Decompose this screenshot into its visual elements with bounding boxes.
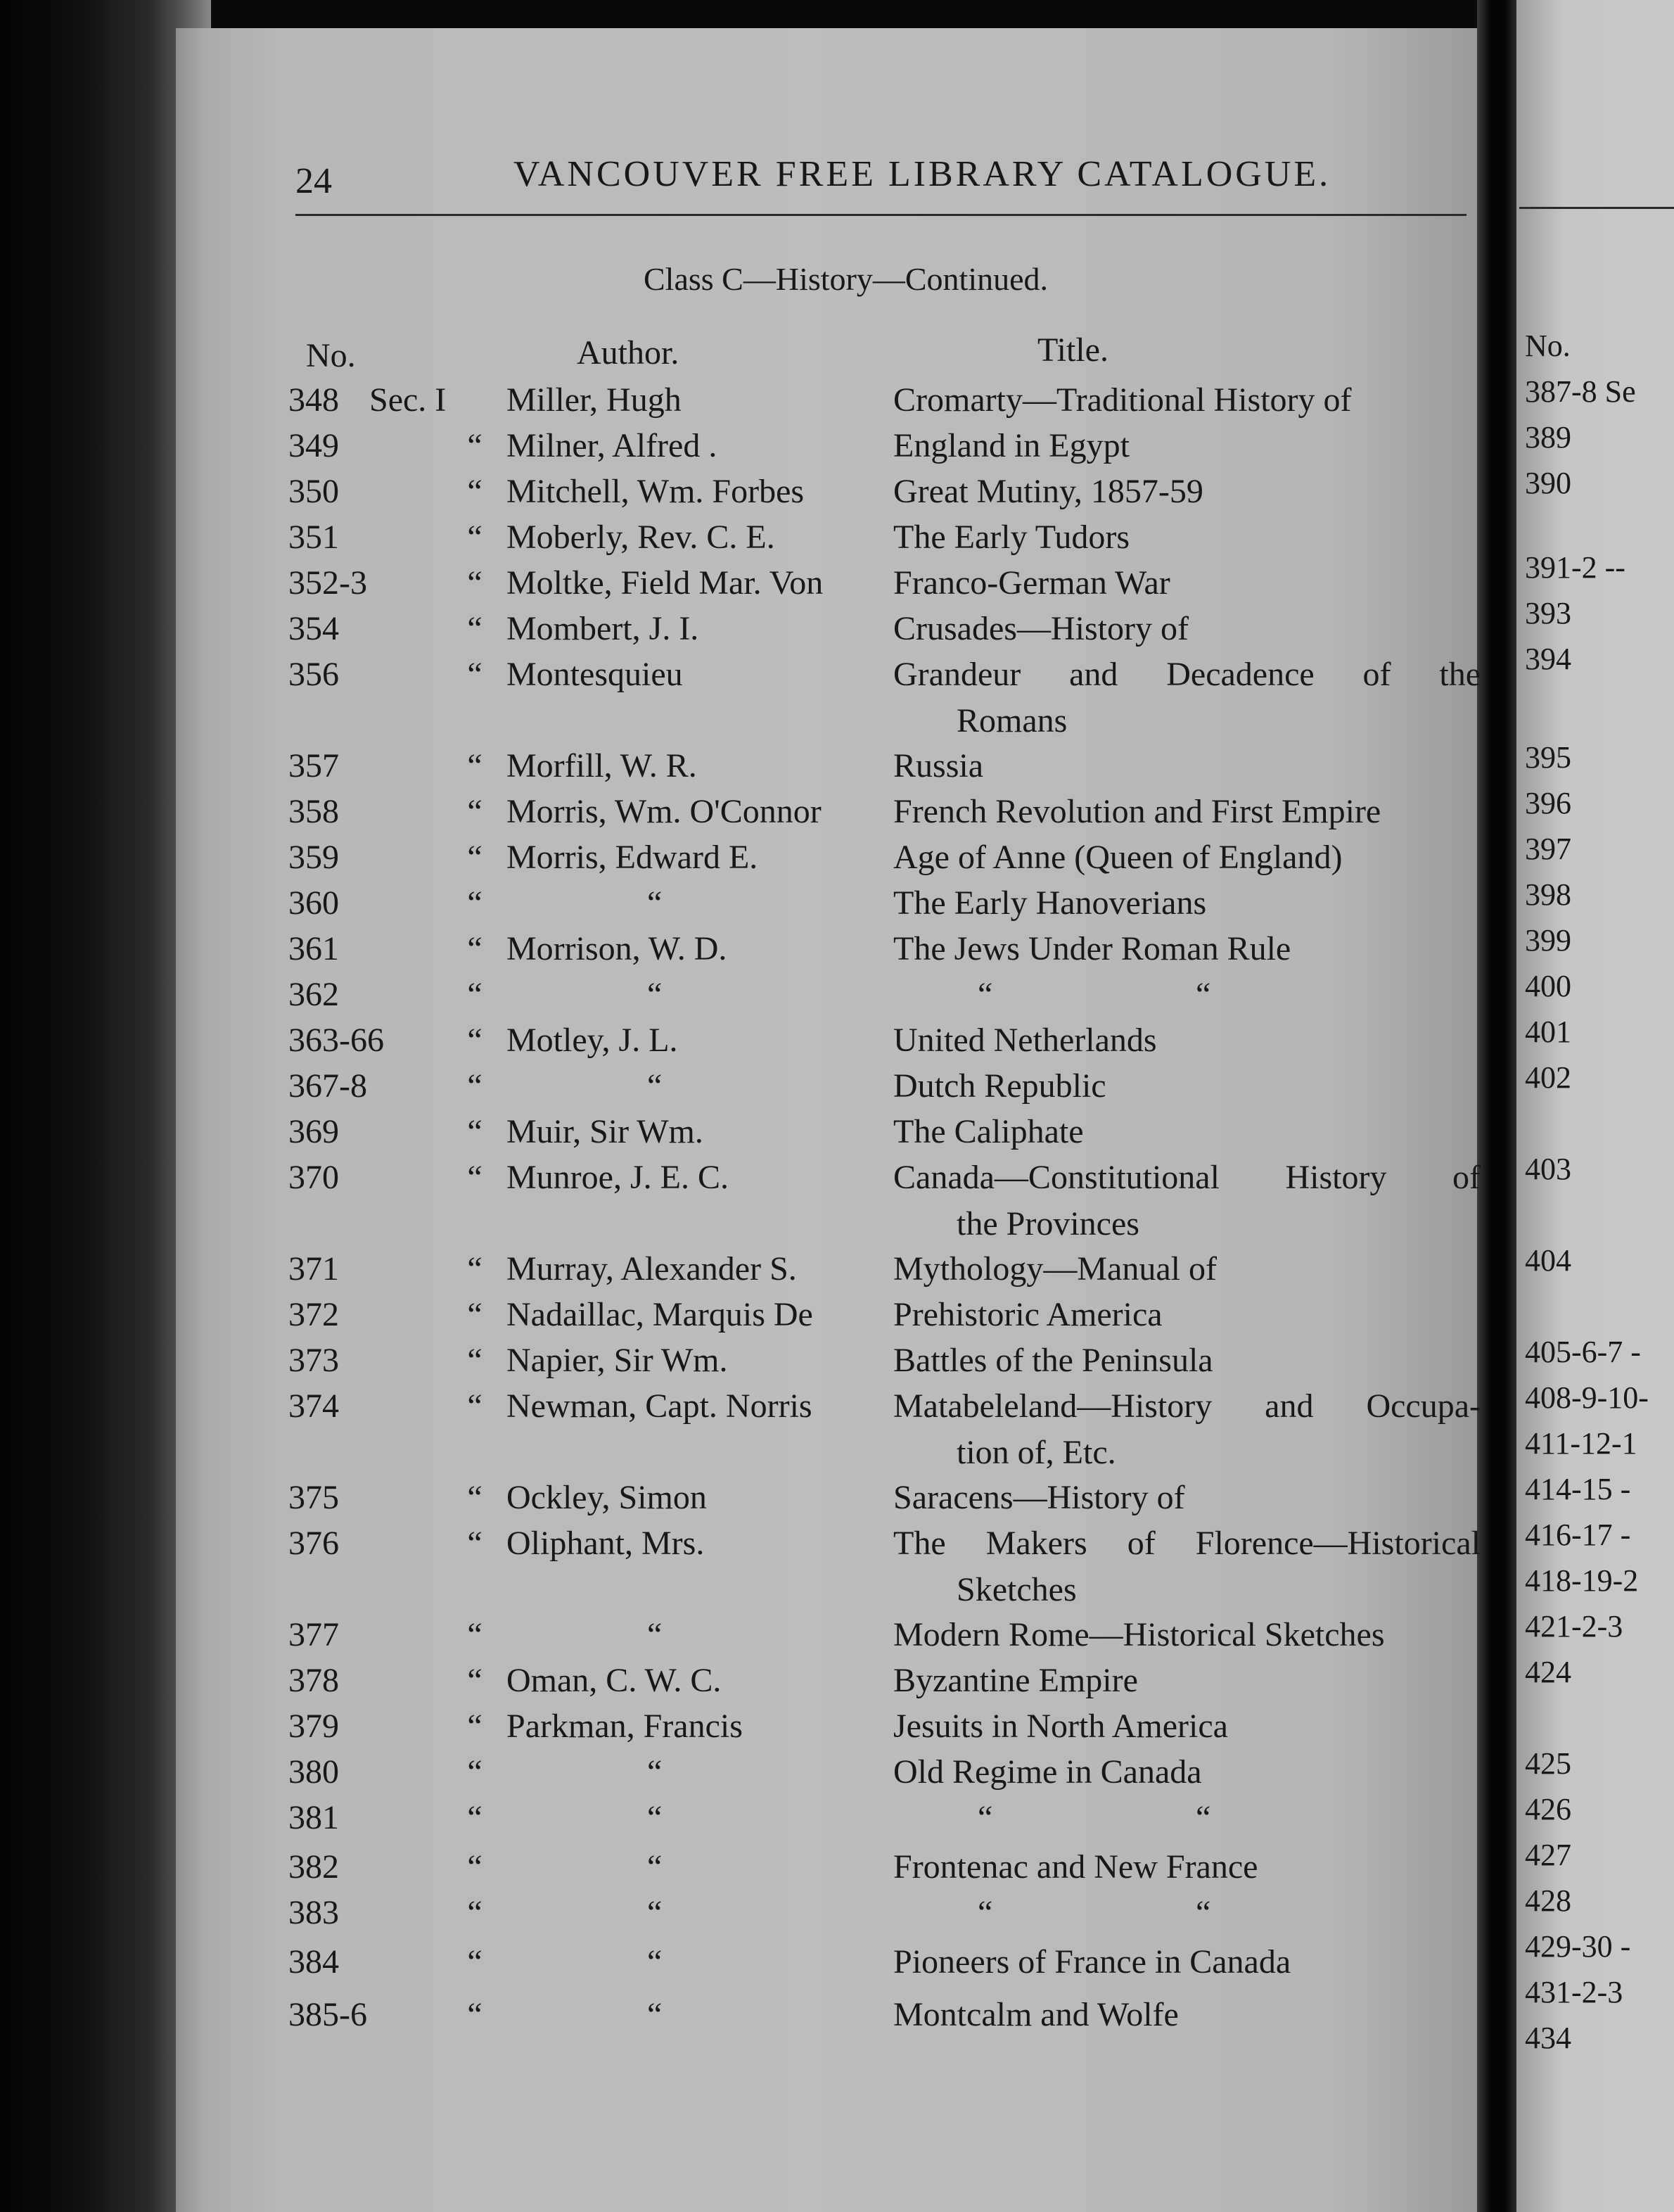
- facing-entry-number: 404: [1525, 1243, 1571, 1278]
- entry-number: 348: [288, 381, 339, 419]
- section-ditto: “: [467, 656, 483, 693]
- entry-title: Modern Rome—Historical Sketches: [893, 1616, 1385, 1653]
- section-ditto: “: [467, 747, 483, 784]
- facing-entry-number: 414-15 -: [1525, 1472, 1631, 1506]
- entry-number: 354: [288, 610, 339, 647]
- facing-entry-number: 401: [1525, 1015, 1571, 1049]
- section-label: Sec. I: [369, 381, 447, 419]
- entry-number: 367-8: [288, 1067, 367, 1105]
- column-header-title: Title.: [1037, 331, 1108, 369]
- facing-entry-number: 397: [1525, 832, 1571, 866]
- entry-author: “: [647, 1799, 663, 1836]
- entry-number: 374: [288, 1387, 339, 1425]
- entry-title: Byzantine Empire: [893, 1662, 1138, 1699]
- section-ditto: “: [467, 1616, 483, 1653]
- entry-author: Morris, Edward E.: [506, 839, 758, 876]
- section-ditto: “: [467, 564, 483, 602]
- column-header-no: No.: [306, 337, 356, 374]
- section-ditto: “: [467, 473, 483, 510]
- title-word: Grandeur: [893, 656, 1021, 693]
- entry-title: Russia: [893, 747, 984, 784]
- entry-title: Prehistoric America: [893, 1296, 1163, 1333]
- entry-author: Oman, C. W. C.: [506, 1662, 722, 1699]
- section-ditto: “: [467, 1067, 483, 1105]
- entry-number: 360: [288, 884, 339, 922]
- entry-title: Dutch Republic: [893, 1067, 1106, 1105]
- entry-author: “: [647, 976, 663, 1013]
- entry-author: Newman, Capt. Norris: [506, 1387, 812, 1425]
- title-word: of: [1452, 1159, 1481, 1196]
- facing-entry-number: 431-2-3: [1525, 1975, 1623, 2009]
- title-word: History: [1285, 1159, 1387, 1196]
- title-word: of: [1127, 1525, 1156, 1562]
- entry-title: Age of Anne (Queen of England): [893, 839, 1343, 876]
- entry-title-ditto: “: [1196, 976, 1211, 1013]
- entry-number: 363-66: [288, 1022, 384, 1059]
- section-ditto: “: [467, 519, 483, 556]
- entry-title: The Jews Under Roman Rule: [893, 930, 1291, 967]
- entry-author: “: [647, 1943, 663, 1981]
- page-number: 24: [295, 161, 332, 201]
- facing-entry-number: 399: [1525, 923, 1571, 958]
- entry-author: Mombert, J. I.: [506, 610, 699, 647]
- facing-header-rule: [1519, 207, 1674, 209]
- facing-entry-number: 408-9-10-: [1525, 1380, 1649, 1415]
- section-ditto: “: [467, 1894, 483, 1931]
- section-ditto: “: [467, 1250, 483, 1288]
- facing-entry-number: 425: [1525, 1746, 1571, 1781]
- entry-title: [893, 1161, 1481, 1195]
- entry-title: [893, 658, 1481, 692]
- entry-author: Morrison, W. D.: [506, 930, 727, 967]
- entry-author: Oliphant, Mrs.: [506, 1525, 705, 1562]
- class-heading: Class C—History—Continued.: [644, 261, 1049, 297]
- entry-title: United Netherlands: [893, 1022, 1157, 1059]
- section-ditto: “: [467, 1708, 483, 1745]
- entry-number: 372: [288, 1296, 339, 1333]
- entry-author: “: [647, 1067, 663, 1105]
- title-word: the: [1439, 656, 1481, 693]
- facing-entry-number: 393: [1525, 596, 1571, 630]
- entry-title-ditto: “: [1196, 1799, 1211, 1836]
- facing-entry-number: 389: [1525, 420, 1571, 455]
- title-word: The: [893, 1525, 946, 1562]
- entry-number: 358: [288, 793, 339, 830]
- entry-author: Parkman, Francis: [506, 1708, 743, 1745]
- entry-title: Franco-German War: [893, 564, 1170, 602]
- section-ditto: “: [467, 1113, 483, 1150]
- facing-entry-number: 426: [1525, 1792, 1571, 1826]
- section-ditto: “: [467, 976, 483, 1013]
- facing-entry-number: 405-6-7 -: [1525, 1335, 1641, 1369]
- facing-entry-number: 403: [1525, 1152, 1571, 1186]
- entry-author: “: [647, 1848, 663, 1886]
- title-word: of: [1362, 656, 1391, 693]
- entry-title: Jesuits in North America: [893, 1708, 1228, 1745]
- section-ditto: “: [467, 610, 483, 647]
- title-word: Matabeleland—History: [893, 1387, 1213, 1425]
- entry-author: Nadaillac, Marquis De: [506, 1296, 813, 1333]
- entry-number: 382: [288, 1848, 339, 1886]
- entry-number: 369: [288, 1113, 339, 1150]
- facing-entry-number: 395: [1525, 740, 1571, 775]
- facing-entry-number: 394: [1525, 642, 1571, 676]
- entry-author: “: [647, 1894, 663, 1931]
- facing-column-header: No.: [1525, 329, 1571, 363]
- entry-author: Munroe, J. E. C.: [506, 1159, 729, 1196]
- section-ditto: “: [467, 1159, 483, 1196]
- entry-author: Napier, Sir Wm.: [506, 1342, 728, 1379]
- entry-author: Morfill, W. R.: [506, 747, 697, 784]
- entry-title: Battles of the Peninsula: [893, 1342, 1213, 1379]
- facing-entry-number: 428: [1525, 1883, 1571, 1918]
- entry-number: 385-6: [288, 1996, 367, 2033]
- section-ditto: “: [467, 1296, 483, 1333]
- entry-title-continuation: Sketches: [957, 1571, 1077, 1608]
- entry-title-ditto: “: [1196, 1894, 1211, 1931]
- entry-title-continuation: the Provinces: [957, 1205, 1139, 1242]
- section-ditto: “: [467, 884, 483, 922]
- entry-title: The Early Tudors: [893, 519, 1130, 556]
- entry-number: 356: [288, 656, 339, 693]
- section-ditto: “: [467, 1799, 483, 1836]
- title-word: Decadence: [1166, 656, 1315, 693]
- section-ditto: “: [467, 930, 483, 967]
- entry-title: “: [978, 976, 993, 1013]
- entry-number: 362: [288, 976, 339, 1013]
- facing-entry-number: 398: [1525, 877, 1571, 912]
- section-ditto: “: [467, 1022, 483, 1059]
- entry-author: “: [647, 884, 663, 922]
- entry-number: 351: [288, 519, 339, 556]
- title-word: Florence—Historical: [1195, 1525, 1481, 1562]
- entry-title: Pioneers of France in Canada: [893, 1943, 1291, 1981]
- entry-title: Great Mutiny, 1857-59: [893, 473, 1203, 510]
- facing-entry-number: 427: [1525, 1838, 1571, 1872]
- section-ditto: “: [467, 1943, 483, 1981]
- section-ditto: “: [467, 1996, 483, 2033]
- entry-number: 378: [288, 1662, 339, 1699]
- entry-number: 381: [288, 1799, 339, 1836]
- entry-author: Motley, J. L.: [506, 1022, 678, 1059]
- facing-entry-number: 429-30 -: [1525, 1929, 1631, 1964]
- entry-author: Muir, Sir Wm.: [506, 1113, 703, 1150]
- entry-author: “: [647, 1996, 663, 2033]
- running-header: VANCOUVER FREE LIBRARY CATALOGUE.: [513, 154, 1331, 194]
- facing-entry-number: 411-12-1: [1525, 1426, 1637, 1461]
- entry-title-continuation: tion of, Etc.: [957, 1434, 1116, 1471]
- facing-entry-number: 391-2 --: [1525, 550, 1625, 585]
- entry-author: Moberly, Rev. C. E.: [506, 519, 775, 556]
- facing-entry-number: 402: [1525, 1060, 1571, 1095]
- entry-number: 370: [288, 1159, 339, 1196]
- entry-number: 379: [288, 1708, 339, 1745]
- title-word: Canada—Constitutional: [893, 1159, 1220, 1196]
- section-ditto: “: [467, 1848, 483, 1886]
- entry-number: 349: [288, 427, 339, 464]
- entry-title: French Revolution and First Empire: [893, 793, 1381, 830]
- entry-number: 375: [288, 1479, 339, 1516]
- facing-entry-number: 400: [1525, 969, 1571, 1003]
- section-ditto: “: [467, 793, 483, 830]
- section-ditto: “: [467, 1342, 483, 1379]
- entry-author: Morris, Wm. O'Connor: [506, 793, 822, 830]
- entry-author: Ockley, Simon: [506, 1479, 707, 1516]
- title-word: Occupa-: [1366, 1387, 1481, 1425]
- facing-entry-number: 390: [1525, 466, 1571, 500]
- entry-title-continuation: Romans: [957, 702, 1068, 739]
- entry-number: 373: [288, 1342, 339, 1379]
- entry-author: Murray, Alexander S.: [506, 1250, 797, 1288]
- facing-entry-number: 416-17 -: [1525, 1518, 1631, 1552]
- facing-entry-number: 418-19-2: [1525, 1563, 1639, 1598]
- entry-number: 350: [288, 473, 339, 510]
- entry-title: Old Regime in Canada: [893, 1753, 1202, 1791]
- entry-number: 357: [288, 747, 339, 784]
- section-ditto: “: [467, 1662, 483, 1699]
- entry-author: Miller, Hugh: [506, 381, 682, 419]
- entry-author: Mitchell, Wm. Forbes: [506, 473, 805, 510]
- entry-author: Milner, Alfred .: [506, 427, 717, 464]
- facing-entry-number: 421-2-3: [1525, 1609, 1623, 1644]
- entry-title: England in Egypt: [893, 427, 1130, 464]
- entry-number: 384: [288, 1943, 339, 1981]
- section-ditto: “: [467, 427, 483, 464]
- entry-number: 377: [288, 1616, 339, 1653]
- entry-number: 361: [288, 930, 339, 967]
- header-rule: [295, 214, 1467, 216]
- entry-title: Frontenac and New France: [893, 1848, 1258, 1886]
- entry-title: Mythology—Manual of: [893, 1250, 1217, 1288]
- entry-title: “: [978, 1799, 993, 1836]
- title-word: and: [1069, 656, 1118, 693]
- entry-number: 376: [288, 1525, 339, 1562]
- section-ditto: “: [467, 1525, 483, 1562]
- entry-author: “: [647, 1753, 663, 1791]
- entry-author: “: [647, 1616, 663, 1653]
- entry-author: Montesquieu: [506, 656, 683, 693]
- entry-number: 352-3: [288, 564, 367, 602]
- section-ditto: “: [467, 1479, 483, 1516]
- title-word: and: [1265, 1387, 1314, 1425]
- entry-number: 359: [288, 839, 339, 876]
- entry-title: The Early Hanoverians: [893, 884, 1207, 922]
- facing-entry-number: 396: [1525, 786, 1571, 820]
- entry-number: 371: [288, 1250, 339, 1288]
- facing-entry-number: 434: [1525, 2021, 1571, 2055]
- facing-entry-number: 424: [1525, 1655, 1571, 1689]
- entry-number: 383: [288, 1894, 339, 1931]
- entry-title: “: [978, 1894, 993, 1931]
- entry-title: The Caliphate: [893, 1113, 1084, 1150]
- entry-title: Montcalm and Wolfe: [893, 1996, 1179, 2033]
- section-ditto: “: [467, 839, 483, 876]
- entry-number: 380: [288, 1753, 339, 1791]
- title-word: Makers: [985, 1525, 1087, 1562]
- entry-title: Saracens—History of: [893, 1479, 1185, 1516]
- entry-title: Cromarty—Traditional History of: [893, 381, 1352, 419]
- entry-author: Moltke, Field Mar. Von: [506, 564, 824, 602]
- section-ditto: “: [467, 1387, 483, 1425]
- entry-title: Crusades—History of: [893, 610, 1189, 647]
- entry-title: [893, 1527, 1481, 1561]
- entry-title: [893, 1387, 1481, 1425]
- facing-entry-number: 387-8 Se: [1525, 374, 1636, 409]
- book-gutter: [1477, 0, 1516, 2212]
- column-header-author: Author.: [577, 334, 679, 371]
- section-ditto: “: [467, 1753, 483, 1791]
